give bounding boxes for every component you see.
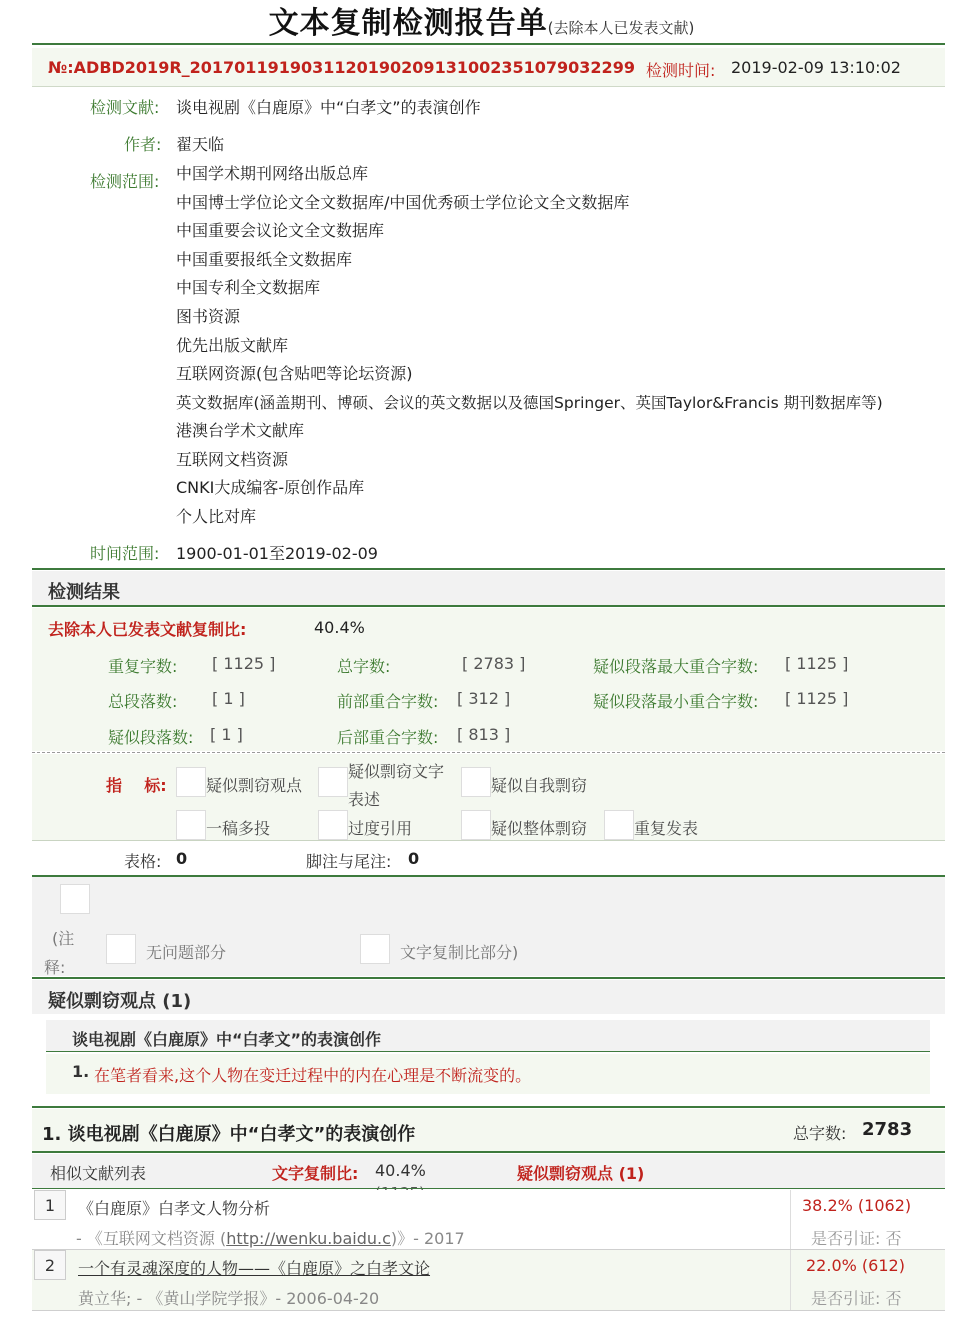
similar-doc-source: 黄立华; - 《黄山学院学报》- 2006-04-20 xyxy=(78,1289,380,1308)
section-viewpoint-label: 疑似剽窃观点 (1) xyxy=(517,1164,645,1183)
scope-item: CNKI大成编客-原创作品库 xyxy=(176,478,365,497)
max-overlap-value: [ 1125 ] xyxy=(785,654,849,673)
scope-item: 优先出版文献库 xyxy=(176,336,289,355)
viewpoint-item-text: 在笔者看来,这个人物在变迁过程中的内在心理是不断流变的。 xyxy=(94,1066,532,1085)
copy-ratio-value: 40.4% xyxy=(314,618,365,637)
section-title: 1. 谈电视剧《白鹿原》中“白孝文”的表演创作 xyxy=(42,1124,416,1145)
legend-ok-label: 无问题部分 xyxy=(146,943,227,962)
indicator-checkbox[interactable] xyxy=(176,767,206,797)
result-heading: 检测结果 xyxy=(48,582,120,603)
footnote-count-label: 脚注与尾注: xyxy=(306,852,392,871)
similar-doc-cite: 是否引证: 否 xyxy=(811,1289,902,1308)
row-num: 2 xyxy=(44,1256,56,1275)
report-number: №:ADBD2019R_2017011919031120190209131002351079032299 xyxy=(48,58,635,77)
author-value: 翟天临 xyxy=(176,135,225,154)
legend-note-close: 释: xyxy=(44,958,66,977)
header-divider xyxy=(32,86,945,87)
legend-swatch xyxy=(60,884,90,914)
source-prefix: - 《互联网文档资源 ( xyxy=(76,1229,227,1248)
sus-paras-value: [ 1 ] xyxy=(210,725,243,744)
report-title-note: (去除本人已发表文献) xyxy=(547,19,695,37)
legend-copy-swatch xyxy=(360,934,390,964)
similar-doc-ratio: 22.0% (612) xyxy=(806,1256,905,1275)
back-overlap-label: 后部重合字数: xyxy=(337,728,439,747)
stats-divider xyxy=(32,752,945,753)
scope-item: 互联网文档资源 xyxy=(176,450,289,469)
viewpoint-heading: 疑似剽窃观点 (1) xyxy=(48,991,192,1012)
scope-item: 个人比对库 xyxy=(176,507,257,526)
viewpoint-doc-title: 谈电视剧《白鹿原》中“白孝文”的表演创作 xyxy=(72,1030,382,1049)
scope-item: 英文数据库(涵盖期刊、博硕、会议的英文数据以及德国Springer、英国Taylor&Francis 期刊数据库等) xyxy=(176,394,883,412)
min-overlap-label: 疑似段落最小重合字数: xyxy=(593,692,759,711)
section-total-label: 总字数: xyxy=(793,1124,847,1143)
back-overlap-value: [ 813 ] xyxy=(457,725,511,744)
similar-doc-title[interactable]: 《白鹿原》白孝文人物分析 xyxy=(78,1199,271,1218)
footnote-count-value: 0 xyxy=(408,849,420,868)
range-value: 1900-01-01至2019-02-09 xyxy=(176,544,378,563)
indicator-multiple-submission: 一稿多投 xyxy=(206,819,271,838)
front-overlap-value: [ 312 ] xyxy=(457,689,511,708)
indicator-plagiarized-viewpoint: 疑似剽窃观点 xyxy=(206,776,303,795)
indicator-checkbox[interactable] xyxy=(604,810,634,840)
legend-ok-swatch xyxy=(106,934,136,964)
title-divider xyxy=(32,43,945,45)
indicator-over-citation: 过度引用 xyxy=(348,819,413,838)
row-divider xyxy=(32,1310,945,1311)
similar-doc-ratio: 38.2% (1062) xyxy=(802,1196,912,1215)
indicator-plagiarized-text-2: 表述 xyxy=(348,790,381,809)
indicator-checkbox[interactable] xyxy=(176,810,206,840)
max-overlap-label: 疑似段落最大重合字数: xyxy=(593,657,759,676)
section-total-value: 2783 xyxy=(862,1119,913,1140)
indicator-label: 指 标: xyxy=(106,776,167,795)
legend-note-open: (注 xyxy=(52,929,75,948)
similar-list-label: 相似文献列表 xyxy=(50,1164,147,1183)
scope-item: 港澳台学术文献库 xyxy=(176,421,305,440)
section-copy-value: 40.4% xyxy=(375,1161,426,1180)
scope-item: 中国学术期刊网络出版总库 xyxy=(176,164,369,183)
source-suffix: )》- 2017 xyxy=(390,1229,465,1248)
doc-label: 检测文献: xyxy=(90,98,160,117)
result-heading-underline xyxy=(32,605,945,607)
repeat-chars-label: 重复字数: xyxy=(108,657,178,676)
scope-item: 互联网资源(包含贴吧等论坛资源) xyxy=(176,364,413,383)
row-ratio-divider xyxy=(790,1250,791,1310)
row-num: 1 xyxy=(44,1196,56,1215)
total-chars-value: [ 2783 ] xyxy=(462,654,526,673)
result-heading-bar xyxy=(32,571,945,605)
scope-item: 中国博士学位论文全文数据库/中国优秀硕士学位论文全文数据库 xyxy=(176,193,630,212)
source-link[interactable]: http://wenku.baidu.c xyxy=(226,1229,391,1248)
scope-item: 图书资源 xyxy=(176,307,241,326)
indicator-duplicate-publication: 重复发表 xyxy=(634,819,699,838)
row-ratio-divider xyxy=(790,1190,791,1249)
author-label: 作者: xyxy=(124,135,162,154)
total-chars-label: 总字数: xyxy=(337,657,391,676)
similar-doc-cite: 是否引证: 否 xyxy=(811,1229,902,1248)
result-divider xyxy=(32,568,945,570)
copy-ratio-label: 去除本人已发表文献复制比: xyxy=(48,620,247,639)
indicator-checkbox[interactable] xyxy=(318,767,348,797)
table-count-label: 表格: xyxy=(124,852,162,871)
list-header-underline xyxy=(32,1188,945,1189)
indicator-self-plagiarism: 疑似自我剽窃 xyxy=(491,776,588,795)
similar-doc-title[interactable]: 一个有灵魂深度的人物——《白鹿原》之白孝文论 xyxy=(78,1259,431,1278)
min-overlap-value: [ 1125 ] xyxy=(785,689,849,708)
section-divider xyxy=(32,1106,945,1108)
section-header-underline xyxy=(32,1151,945,1153)
indicators-divider xyxy=(32,840,945,841)
scope-item: 中国专利全文数据库 xyxy=(176,278,321,297)
doc-value: 谈电视剧《白鹿原》中“白孝文”的表演创作 xyxy=(176,98,481,117)
sus-paras-label: 疑似段落数: xyxy=(108,728,194,747)
indicator-checkbox[interactable] xyxy=(461,810,491,840)
indicator-whole-plagiarism: 疑似整体剽窃 xyxy=(491,819,588,838)
viewpoint-doc-underline xyxy=(46,1051,930,1052)
report-title-text: 文本复制检测报告单 xyxy=(268,6,548,41)
viewpoint-divider xyxy=(32,977,945,979)
scope-label: 检测范围: xyxy=(90,172,160,191)
front-overlap-label: 前部重合字数: xyxy=(337,692,439,711)
scope-item: 中国重要会议论文全文数据库 xyxy=(176,221,385,240)
indicator-plagiarized-text: 疑似剽窃文字 xyxy=(348,762,445,781)
viewpoint-item-num: 1. xyxy=(72,1062,90,1081)
indicator-checkbox[interactable] xyxy=(461,767,491,797)
scope-item: 中国重要报纸全文数据库 xyxy=(176,250,353,269)
check-time-value: 2019-02-09 13:10:02 xyxy=(731,58,901,77)
table-count-value: 0 xyxy=(176,849,188,868)
similar-list-header xyxy=(32,1154,945,1188)
repeat-chars-value: [ 1125 ] xyxy=(212,654,276,673)
check-time-label: 检测时间: xyxy=(646,61,716,80)
section-copy-label: 文字复制比: xyxy=(272,1164,359,1183)
similar-doc-source xyxy=(76,1226,465,1249)
range-label: 时间范围: xyxy=(90,544,160,563)
legend-copy-label: 文字复制比部分) xyxy=(400,943,519,962)
total-paras-label: 总段落数: xyxy=(108,692,178,711)
total-paras-value: [ 1 ] xyxy=(212,689,245,708)
indicator-checkbox[interactable] xyxy=(318,810,348,840)
